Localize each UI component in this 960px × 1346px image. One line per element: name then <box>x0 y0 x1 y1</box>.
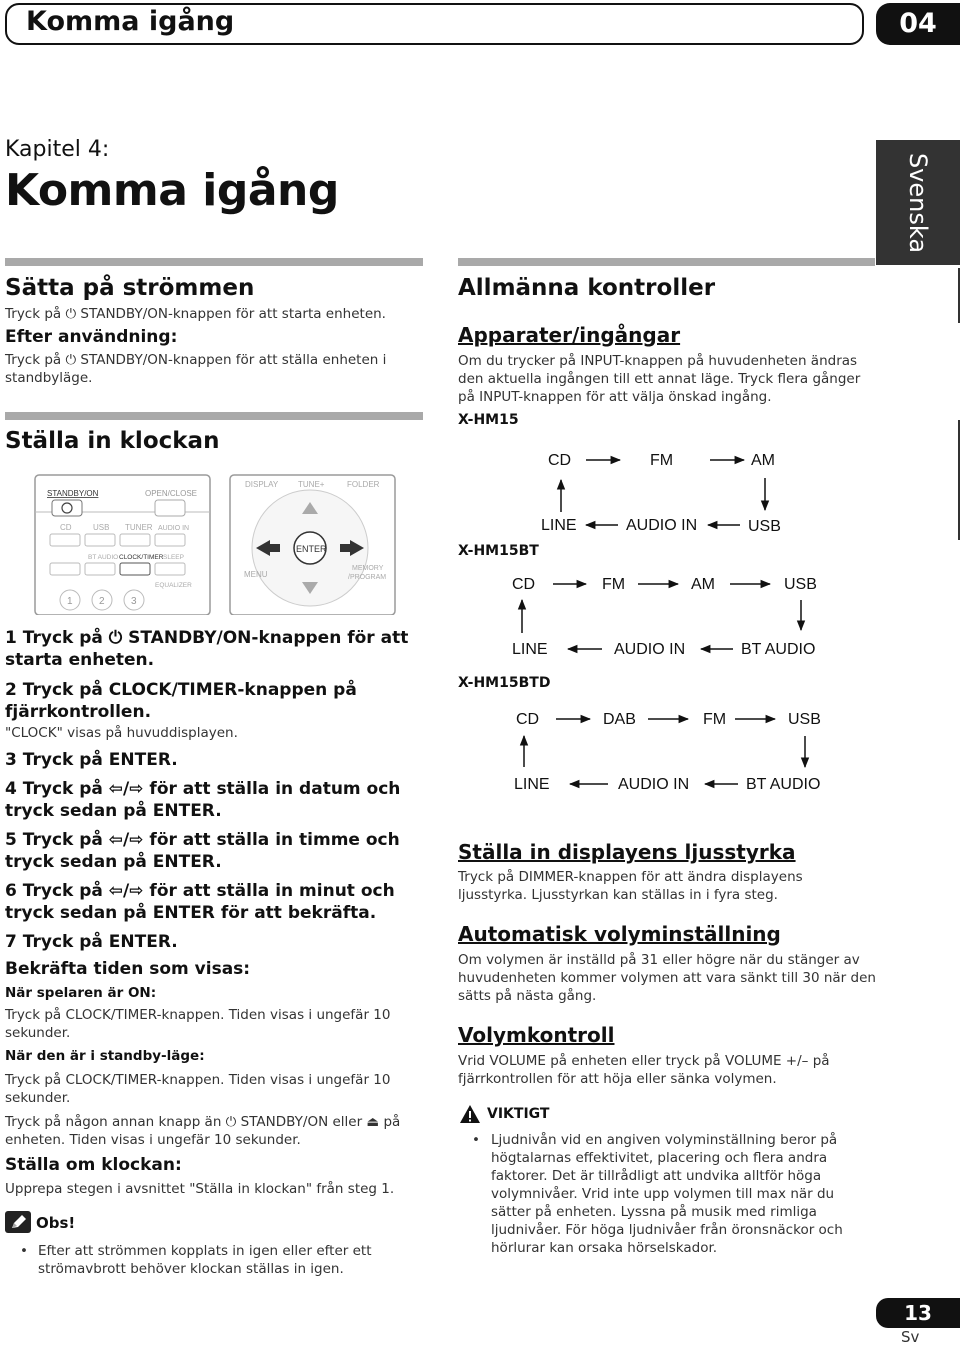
clock-step-3: 3 Tryck på ENTER. <box>5 750 178 770</box>
remote-label: BT AUDIO <box>88 554 119 561</box>
clock-step-5: 5 Tryck på ⇦/⇨ för att ställa in timme och tryck sedan på ENTER. <box>5 830 400 872</box>
flow-node: DAB <box>603 711 636 728</box>
clock-step-2: 2 Tryck på CLOCK/TIMER-knappen på fjärrkontrollen. <box>5 680 357 722</box>
flow-node: LINE <box>512 641 548 658</box>
remote-label: 3 <box>131 596 137 607</box>
language-code: Sv <box>901 1328 920 1346</box>
clock-step-4: 4 Tryck på ⇦/⇨ för att ställa in datum och tryck sedan på ENTER. <box>5 779 401 821</box>
language-tab-label: Svenska <box>904 152 932 253</box>
flow-node: AM <box>691 576 715 593</box>
on-text: Tryck på CLOCK/TIMER-knappen. Tiden visas i ungefär 10 sekunder. <box>5 1007 391 1041</box>
remote-label: USB <box>93 523 110 532</box>
model-name: X-HM15BT <box>458 543 539 559</box>
clock-heading: Ställa in klockan <box>5 428 220 454</box>
reset-heading: Ställa om klockan: <box>5 1155 182 1175</box>
chapter-label: Kapitel 4: <box>5 137 110 162</box>
section-rule <box>458 258 875 266</box>
volume-text: Vrid VOLUME på enheten eller tryck på VOLUME +/– på fjärrkontrollen för att höja eller sänka volymen. <box>458 1053 830 1087</box>
flow-node: CD <box>516 711 540 728</box>
power-heading: Sätta på strömmen <box>5 275 255 301</box>
clock-step-7: 7 Tryck på ENTER. <box>5 932 178 952</box>
flow-node: BT AUDIO <box>741 641 816 658</box>
devices-text: Om du trycker på INPUT-knappen på huvudenheten ändras den aktuella ingången till ett annat läge. Tryck flera gånger på INPUT-knappen för att välja önskad ingång. <box>458 353 861 405</box>
chapter-title: Komma igång <box>5 165 339 216</box>
power-line2: Tryck på ⏻ STANDBY/ON-knappen för att ställa enheten i standbyläge. <box>5 352 387 386</box>
model-name: X-HM15 <box>458 412 519 428</box>
flow-node: AUDIO IN <box>618 776 690 793</box>
important-bullet: Ljudnivån vid en angiven volyminställning beror på högtalarnas effektivitet, placering och flera andra faktorer. Det är tillrådligt att undvika alltför höga volymnivåer. Vrid inte upp volymen till max när du sätter på enheten. Lyssna på musik med rimliga ljudnivåer. För höga ljudnivåer från öronsnäckor och hörlurar kan orsaka hörselskador. <box>491 1132 843 1256</box>
dimmer-heading: Ställa in displayens ljusstyrka <box>458 840 796 864</box>
note-bullet: Efter att strömmen kopplats in igen eller efter ett strömavbrott behöver klockan ställas in igen. <box>38 1243 372 1277</box>
remote-label: TUNER <box>125 523 153 532</box>
standby-heading: När den är i standby-läge: <box>5 1048 205 1064</box>
remote-label: 1 <box>67 596 73 607</box>
flow-node: BT AUDIO <box>746 776 821 793</box>
bullet-dot: • <box>472 1132 480 1148</box>
flow-node: CD <box>512 576 536 593</box>
on-heading: När spelaren är ON: <box>5 985 157 1001</box>
flow-node: USB <box>788 711 821 728</box>
flow-node: FM <box>703 711 727 728</box>
pencil-icon <box>5 1211 31 1233</box>
dimmer-text: Tryck på DIMMER-knappen för att ändra displayens ljusstyrka. Ljusstyrkan kan ställas in i fyra steg. <box>458 869 803 903</box>
remote-label: EQUALIZER <box>155 582 192 589</box>
remote-label: TUNE+ <box>298 480 325 489</box>
model-name: X-HM15BTD <box>458 675 551 691</box>
warning-icon <box>459 1104 481 1124</box>
flow-node: LINE <box>541 517 577 534</box>
remote-label: FOLDER <box>347 480 380 489</box>
auto-volume-text: Om volymen är inställd på 31 eller högre när du stänger av huvudenheten kommer volymen att vara sänkt till 30 när den sätts på nästa gång. <box>458 952 876 1004</box>
clock-step-1: 1 Tryck på ⏻ STANDBY/ON-knappen för att starta enheten. <box>5 628 409 670</box>
chapter-number-badge: 04 <box>876 3 960 45</box>
flow-node: FM <box>602 576 626 593</box>
flow-node: USB <box>748 518 781 535</box>
clock-step-2-note: "CLOCK" visas på huvuddisplayen. <box>5 725 238 741</box>
general-controls-heading: Allmänna kontroller <box>458 275 716 301</box>
other-button-text: Tryck på någon annan knapp än ⏻ STANDBY/ON eller ⏏ på enheten. Tiden visas i ungefär 10 sekunder. <box>5 1114 401 1148</box>
volume-heading: Volymkontroll <box>458 1023 615 1047</box>
flow-node: CD <box>548 452 572 469</box>
section-rule <box>5 412 423 420</box>
flow-node: AM <box>751 452 775 469</box>
remote-label: STANDBY/ON <box>47 489 99 498</box>
remote-control-illustration <box>30 470 410 615</box>
remote-label: SLEEP <box>163 554 184 561</box>
remote-label: /PROGRAM <box>348 574 387 581</box>
bullet-dot: • <box>20 1243 28 1259</box>
important-label: VIKTIGT <box>487 1106 550 1122</box>
note-label: Obs! <box>36 1214 76 1232</box>
remote-label: 2 <box>99 596 105 607</box>
reset-text: Upprepa stegen i avsnittet "Ställa in klockan" från steg 1. <box>5 1181 395 1197</box>
auto-volume-heading: Automatisk volyminställning <box>458 922 781 946</box>
remote-label: OPEN/CLOSE <box>145 489 198 498</box>
remote-label: MENU <box>244 570 268 579</box>
section-rule <box>5 258 423 266</box>
remote-label: CD <box>60 523 72 532</box>
after-use-heading: Efter användning: <box>5 327 178 347</box>
remote-label: DISPLAY <box>245 480 279 489</box>
flow-node: FM <box>650 452 674 469</box>
flow-node: AUDIO IN <box>626 517 698 534</box>
remote-label: ENTER <box>296 544 327 554</box>
page-number-badge: 13 <box>876 1298 960 1328</box>
flow-node: USB <box>784 576 817 593</box>
header-title: Komma igång <box>26 6 235 37</box>
flow-node: AUDIO IN <box>614 641 686 658</box>
remote-label: CLOCK/TIMER <box>119 554 164 561</box>
remote-label: AUDIO IN <box>158 525 190 532</box>
devices-heading: Apparater/ingångar <box>458 323 681 347</box>
input-flow-diagram <box>458 440 868 800</box>
standby-text: Tryck på CLOCK/TIMER-knappen. Tiden visas i ungefär 10 sekunder. <box>5 1072 391 1106</box>
flow-node: LINE <box>514 776 550 793</box>
confirm-heading: Bekräfta tiden som visas: <box>5 959 251 979</box>
clock-step-6: 6 Tryck på ⇦/⇨ för att ställa in minut och tryck sedan på ENTER för att bekräfta. <box>5 881 395 923</box>
remote-label: MEMORY <box>352 565 384 572</box>
power-line1: Tryck på ⏻ STANDBY/ON-knappen för att starta enheten. <box>5 306 386 322</box>
